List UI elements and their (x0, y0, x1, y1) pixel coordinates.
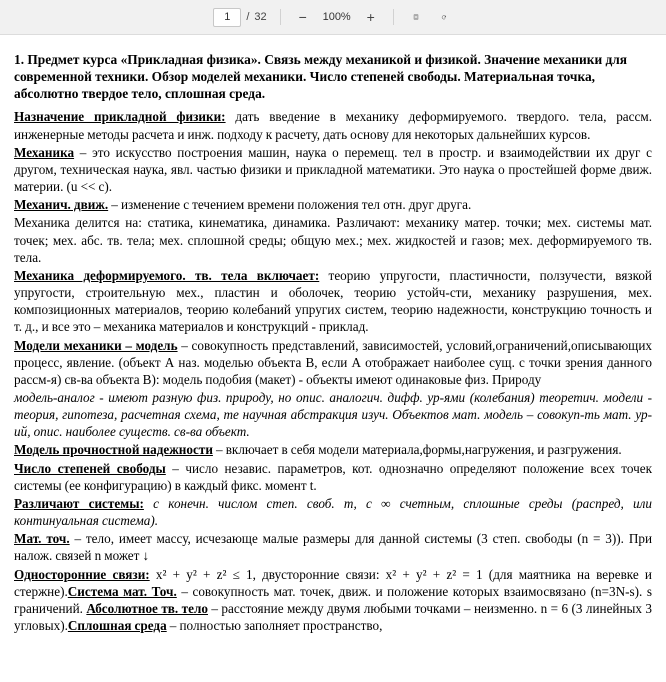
paragraph-body: с конечн. числом степ. своб. m, с ∞ счетным, сплошные среды (распред, или континуальная система). (14, 495, 652, 529)
page-title: 1. Предмет курса «Прикладная физика». Связь между механикой и физикой. Значение механики для современной техники. Обзор моделей механики. Число степеней свободы. Материальная точка, абсолютно твердое тело, сплошная среда. (14, 52, 628, 102)
zoom-level-value: 100% (322, 11, 351, 23)
paragraph-body-3: – расстояние между двумя любыми точками – неизменно. n = 6 (3 линейных 3 угловых). (14, 600, 652, 633)
paragraph-lead: Модель прочностной надежности (14, 442, 213, 458)
document-page (0, 35, 666, 682)
paragraph-lead: Механика деформируемого. тв. тела включает: (14, 267, 320, 283)
paragraph-analog (14, 389, 652, 440)
rotate-icon[interactable] (435, 8, 453, 26)
fit-page-icon[interactable] (407, 8, 425, 26)
paragraph-lead: Назначение прикладной физики: (14, 109, 226, 125)
paragraph-mehanika (14, 144, 652, 195)
pdf-toolbar (0, 0, 666, 35)
paragraph-body: теорию упругости, пластичности, ползучести, вязкой упругости, строительную мех., пластин и оболочек, теорию устойч-сти, механику разрушения, мех. композиционных материалов, теорию колебаний упругих систем, теорию надежности, конструкцию точность и т. д., и все это – механика материалов и конструкций - приклад. (14, 267, 652, 335)
toolbar-divider-2 (393, 9, 394, 25)
paragraph-odnostoronnie (14, 566, 652, 635)
paragraph-body: – совокупность представлений, зависимостей, условий,ограничений,описывающих процесс, явление. (объект А наз. моделью объекта В, если А отображает наиболее сущ. с точки зрения данного рассм-я) св-ва объекта В): модель подобия (макет) - объекты имеют одинаковые физ. Природу (14, 337, 652, 387)
paragraph-lead-3: Абсолютное тв. тело (86, 600, 208, 616)
paragraph-body: x² + y² + z² ≤ 1, двусторонние связи: x² + y² + z² = 1 (для маятника на веревке и стержне). (14, 566, 652, 599)
paragraph-body: – включает в себя модели материала,формы,нагружения, и разгружения. (212, 442, 622, 458)
paragraph-lead: Мат. точ. (14, 531, 70, 547)
paragraph-mehanich-dvizh (14, 196, 652, 213)
paragraph-body-2: – совокупность мат. точек, движ. и положение которых взаимосвязано (n=3N-s). s граничений. (14, 583, 652, 616)
page-number-input[interactable] (213, 8, 241, 27)
paragraph-body: дать введение в механику деформируемого. твердого. тела, рассм. инженерные методы расчета и инж. подходу к расчету, дать основу для некоторых дальнейших курсов. (14, 109, 652, 142)
paragraph-lead: Механич. движ. (14, 197, 109, 213)
paragraph-mat-toch (14, 530, 652, 564)
zoom-in-button[interactable]: + (362, 8, 380, 26)
page-navigation (213, 8, 266, 27)
document-scroll-area[interactable] (0, 35, 666, 682)
page-separator: / (246, 11, 250, 23)
paragraph-body: – число независ. параметров, кот. однозначно определяют положение всех точек системы (ее конфигурацию) в каждый фикс. момент t. (14, 460, 652, 493)
paragraph-body: – это искусство построения машин, наука о перемещ. тел в простр. и взаимодействии их друг с другом, техническая наука, явл. частью физики и прикладной математики. Это наука о простейшей форме движ. материи. (u << c). (14, 144, 652, 195)
paragraph-lead-2: Система мат. Точ. (67, 583, 177, 599)
page-total-count: 32 (254, 11, 267, 23)
paragraph-deform (14, 267, 652, 336)
paragraph-lead: Число степеней свободы (14, 460, 166, 476)
paragraph-modeli (14, 337, 652, 388)
paragraph-body: – тело, имеет массу, исчезающе малые размеры для данной системы (3 степ. свободы (n = 3)). При налож. связей n может ↓ (14, 531, 652, 564)
paragraph-lead: Модели механики – модель (14, 337, 178, 353)
paragraph-naznachenie (14, 108, 652, 142)
paragraph-body: – изменение с течением времени положения тел отн. друг друга. (108, 197, 472, 213)
paragraph-prochnost (14, 441, 652, 458)
paragraph-body-4: – полностью заполняет пространство, (166, 618, 383, 633)
paragraph-body: модель-аналог - имеют разную физ. природу, но опис. аналогич. дифф. ур-ями (колебания) теоретич. модели - теория, гипотеза, расчетная схема, те научная абстракция изуч. Объектов мат. модель – совокуп-ть мат. ур-ий, опис. наиболее существ. св-ва объект. (14, 389, 652, 440)
paragraph-lead-4: Сплошная среда (67, 618, 167, 633)
paragraph-stepeni (14, 460, 652, 494)
paragraph-delitsya (14, 214, 652, 265)
paragraph-razlichayut (14, 495, 652, 529)
paragraph-lead: Механика (14, 144, 75, 160)
toolbar-divider (280, 9, 281, 25)
zoom-out-button[interactable]: − (294, 8, 312, 26)
paragraph-body: Механика делится на: статика, кинематика, динамика. Различают: механику матер. точки; мех. системы мат. точек; мех. абс. тв. тела; мех. сплошной среды; общую мех.; мех. жидкостей и газов; мех. деформируемого тв. тела. (14, 215, 652, 265)
paragraph-lead: Различают системы: (14, 495, 144, 511)
paragraph-lead: Односторонние связи: (14, 566, 150, 582)
